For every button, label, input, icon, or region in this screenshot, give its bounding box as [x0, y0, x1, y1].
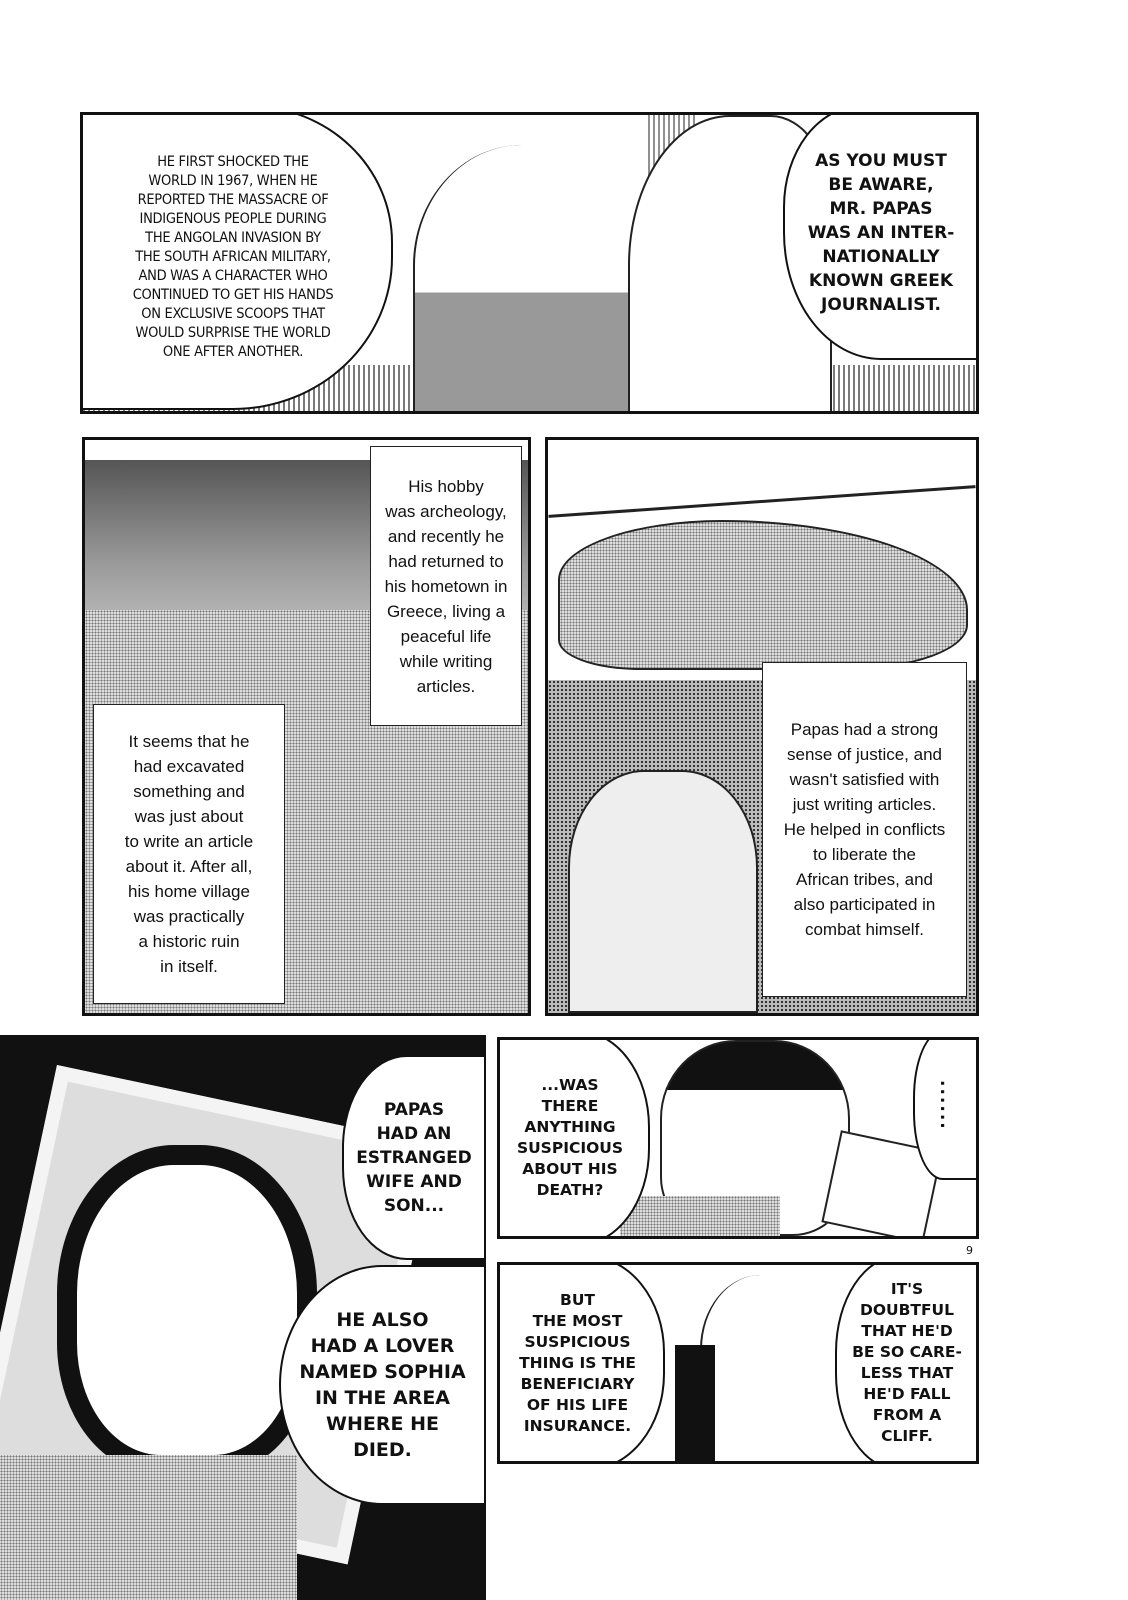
balloon-text: ...WAS THERE ANYTHING SUSPICIOUS ABOUT HIS DEATH? [516, 1076, 624, 1199]
helicopter [558, 520, 968, 670]
soldier-figure [568, 770, 758, 1013]
speech-balloon-bottom [279, 1265, 486, 1505]
panel-4 [0, 1035, 486, 1600]
balloon-text: PAPAS HAD AN ESTRANGED WIFE AND SON... [356, 1099, 472, 1216]
speech-balloon-top [342, 1055, 486, 1260]
caption-text: It seems that he had excavated something and was just about to write an article about it. After all, his home village was practically a historic ruin in itself. [124, 732, 254, 976]
panel-6 [497, 1262, 979, 1464]
suit-jacket [620, 1196, 780, 1236]
old-man-figure [413, 145, 655, 413]
ellipsis-text: ...... [936, 1079, 956, 1131]
speech-balloon-left [497, 1037, 650, 1239]
caption-text: Papas had a strong sense of justice, and wasn't satisfied with just writing articles. He helped in conflicts to liberate the African tribes, and also participated in combat himself. [783, 720, 946, 939]
speech-balloon-right [835, 1262, 979, 1464]
panel-3 [545, 437, 979, 1016]
panel-2 [82, 437, 531, 1016]
helicopter-rotor [548, 485, 975, 518]
caption-box-bottom [93, 704, 285, 1004]
speech-balloon-left [497, 1262, 665, 1464]
speech-balloon-right [783, 112, 979, 360]
panel-5 [497, 1037, 979, 1239]
speech-balloon-right [913, 1037, 979, 1180]
caption-box [762, 662, 967, 997]
balloon-text: AS YOU MUST BE AWARE, MR. PAPAS WAS AN INTER- NATIONALLY KNOWN GREEK JOURNALIST. [807, 150, 955, 315]
hair-shadow [675, 1345, 715, 1461]
woman-portrait [57, 1145, 317, 1475]
balloon-text: IT'S DOUBTFUL THAT HE'D BE SO CARE- LESS THAT HE'D FALL FROM A CLIFF. [852, 1280, 962, 1445]
panel-1 [80, 112, 979, 414]
caption-box-top [370, 446, 522, 726]
balloon-text: HE ALSO HAD A LOVER NAMED SOPHIA IN THE AREA WHERE HE DIED. [299, 1309, 466, 1461]
page-number: 9 [966, 1244, 973, 1257]
speech-balloon-left [80, 112, 393, 410]
older-man-figure [700, 1275, 852, 1461]
caption-text: His hobby was archeology, and recently he had returned to his hometown in Greece, living a peaceful life while writing articles. [384, 476, 508, 696]
balloon-text: HE FIRST SHOCKED THE WORLD IN 1967, WHEN HE REPORTED THE MASSACRE OF INDIGENOUS PEOPLE DURING THE ANGOLAN INVASION BY THE SOUTH AFRICAN MILITARY, AND WAS A CHARACTER WHO CONTINUED TO GET HIS HANDS ON EXCLUSIVE SCOOPS THAT WOULD SURPRISE THE WORLD ONE AFTER ANOTHER. [132, 154, 334, 360]
balloon-text: BUT THE MOST SUSPICIOUS THING IS THE BENEFICIARY OF HIS LIFE INSURANCE. [519, 1290, 636, 1435]
woman-dress [0, 1455, 297, 1600]
